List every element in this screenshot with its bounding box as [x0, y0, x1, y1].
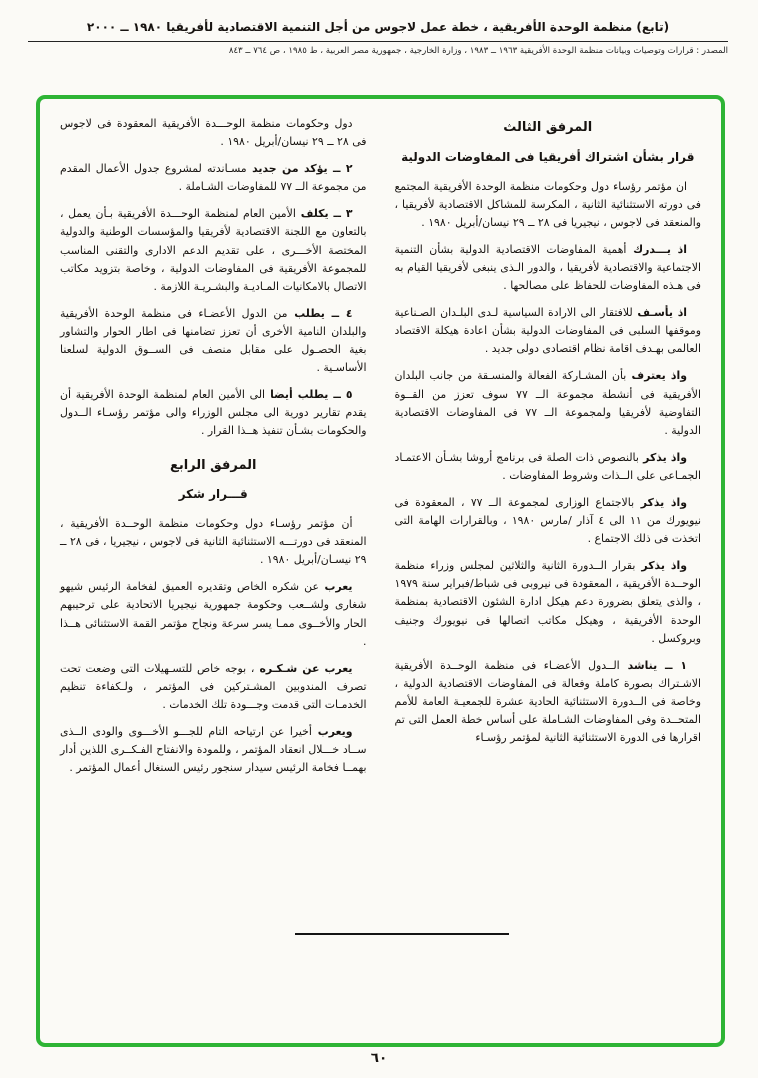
paragraph-text: عن شكره الخاص وتقديره العميق لفخامة الرئيس شيهو شغارى ولشــعب وحكومة جمهورية نيجيريا الاتحادية على ترحيبهم الحار والأخــوى ممـا يسر سرعة ونجاح مؤتمر القمة الاستثنائى هــذا . — [60, 580, 367, 648]
paragraph-text: ، بوجه خاص للتسـهيلات التى وضعت تحت تصرف المندوبين المشـتركين فى المؤتمر ، ولـكفاءة تنظيم الخدمـات التى قدمت وجـــودة تلك الخدمات . — [60, 661, 367, 711]
paragraph — [60, 515, 367, 569]
paragraph-lead: واذ يذكر — [641, 559, 688, 573]
paragraph — [60, 205, 367, 295]
paragraph-text: أن مؤتمر رؤسـاء دول وحكومات منظمة الوحــدة الأفريقية ، المنعقد فى دورتـــه الاستثنائية الثانية فى لاجوس ، نيجيريا ، فى ٢٨ ــ ٢٩ نيسـان/أبريل ١٩٨٠ . — [60, 517, 367, 567]
paragraph — [395, 557, 702, 647]
annex4-subheading: قـــرار شكر — [178, 487, 248, 502]
paragraph-lead: ويعرب — [317, 725, 353, 739]
paragraph — [60, 660, 367, 714]
paragraph-text: بقرار الــدورة الثانية والثلاثين لمجلس وزراء منظمة الوحــدة الأفريقية ، المعقودة فى نيروبى فى شباط/فبراير سنة ١٩٧٩ ، والذى يتعلق بضرورة دعم هيكل ادارة الشئون الاقتصادية بمنظمة الوحدة الأفريقية ، وهيكل مكاتب اتصالها فى نيويورك وجنيف وبروكسل . — [394, 559, 701, 645]
paragraph-text: للافتقار الى الارادة السياسية لـدى البلـدان الصـناعية وموقفها السلبى فى المفاوضات الدولية بشأن اعادة هيكلة الاقتصاد العالمى بهـدف اقامة نظام اقتصادى دولى جديد . — [394, 306, 701, 356]
paragraph — [395, 367, 702, 439]
paragraph-lead: ٣ ــ يكلف — [300, 207, 353, 221]
paragraph — [395, 304, 702, 358]
bottom-divider — [295, 933, 509, 935]
paragraph — [60, 386, 367, 440]
paragraph-text: أخيرا عن ارتياحه التام للجـــو الأخـــوى والودى الــذى ســاد خـــلال انعقاد المؤتمر ، وللمودة والانفتاح الفـكــرى اللذين أدار بهمــا فخامة الرئيس سيدار سنجور رئيس السنغال أعمال المؤتمر . — [60, 725, 367, 775]
paragraph — [395, 178, 702, 232]
paragraph-text: الى الأمين العام لمنظمة الوحدة الأفريقية أن يقدم تقارير دورية الى مجلس الوزراء والى مؤتمر رؤسـاء الــدول والحكومات بشـأن تنفيذ هــذا القرار . — [60, 388, 367, 438]
paragraph-lead: واذ يذكر — [640, 495, 687, 509]
paragraph-text: أهمية المفاوضات الاقتصادية الدولية بشأن التنمية الاجتماعية والاقتصادية لأفريقيا ، والدور الـذى ينبغى لأفريقيا القيام به فى هـذه المفاوضات للحفاظ على مصالحها . — [394, 242, 701, 293]
paragraph-lead: واذ يذكر — [643, 450, 687, 464]
paragraph-lead: يعرب — [324, 580, 353, 594]
two-column-layout — [60, 115, 701, 786]
paragraph — [60, 578, 367, 650]
document-header — [28, 20, 728, 56]
content-frame — [36, 95, 725, 1047]
source-line: المصدر : قرارات وتوصيات وبيانات منظمة الوحدة الأفريقية ١٩٦٣ ــ ١٩٨٣ ، وزارة الخارجية ، جمهورية مصر العربية ، ط ١٩٨٥ ، ص ٧٦٤ ــ ٨٤٣ — [228, 46, 728, 56]
paragraph-lead: ١ ــ يناشد — [627, 658, 688, 672]
paragraph-lead: اذ يـــدرك — [633, 242, 687, 256]
paragraph-lead: واذ يعترف — [631, 369, 687, 383]
paragraph-lead: ٤ ــ يطلب — [294, 306, 353, 320]
paragraph-text: الأمين العام لمنظمة الوحـــدة الأفريقية بـأن يعمل ، بالتعاون مع اللجنة الاقتصادية لأفريقيا والمؤسسات الوطنية والدولية المختصة الأخـــرى ، على تقديم الدعم الادارى والتقنى المناسب للمجموعة الأفريقية فى المفاوضات الدولية ، وخاصة بتزويد مكاتب الاتصال بالامكانيات المـاديـة والبشـريـة اللازمة . — [60, 207, 367, 293]
paragraph — [395, 494, 702, 548]
annex3-subheading: قرار بشأن اشتراك أفريقيا فى المفاوضات الدولية — [401, 149, 695, 164]
paragraph-text: ان مؤتمر رؤساء دول وحكومات منظمة الوحدة الأفريقية المجتمع فى دورته الاستثنائية الثانية ، المكرسة للمشاكل الاقتصادية لأفريقيا ، والمنعقد فى لاجوس ، نيجيريا فى ٢٨ ــ ٢٩ نيسان/أبريل ١٩٨٠ . — [394, 179, 701, 229]
paragraph-text: دول وحكومات منظمة الوحـــدة الأفريقية المعقودة فى لاجوس فى ٢٨ ــ ٢٩ نيسان/أبريل ١٩٨٠ . — [60, 117, 367, 149]
paragraph — [60, 115, 367, 151]
page-number: ٦٠ — [370, 1050, 388, 1066]
header-title: (تابع) منظمة الوحدة الأفريقية ، خطة عمل لاجوس من أجل التنمية الاقتصادية لأفريقيا ١٩٨٠ ــ ٢٠٠٠ — [86, 20, 670, 34]
paragraph — [395, 241, 702, 295]
paragraph-text: مسـاندته لمشروع جدول الأعمال المقدم من مجموعة الــ ٧٧ للمفاوضات الشـاملة . — [60, 162, 367, 194]
paragraph-text: بأن المشـاركة الفعالة والمنسـقة من جانب البلدان الأفريقية فى أنشطة مجموعة الــ ٧٧ سوف تعزز من القــوة التفاوضية لأفريقيا ولمجموعة الــ ٧٧ فى المفاوضات الاقتصادية الدولية . — [394, 369, 701, 437]
annex4-heading: المرفق الرابع — [169, 457, 257, 473]
paragraph-text: بالاجتماع الوزارى لمجموعة الــ ٧٧ ، المعقودة فى نيويورك من ١١ الى ٤ آذار /مارس ١٩٨٠ ، وبالقرارات الهامة التى اتخذت فى ذلك الاجتماع . — [394, 495, 702, 546]
paragraph — [60, 160, 367, 196]
column-annex3 — [395, 115, 702, 786]
paragraph — [60, 723, 367, 777]
paragraph — [395, 449, 702, 485]
paragraph — [395, 657, 702, 747]
header-rule — [28, 41, 728, 42]
paragraph-lead: ٥ ــ يطلب أيضا — [270, 388, 353, 402]
column-annex3-continued — [60, 115, 367, 786]
annex4-section — [60, 455, 367, 778]
paragraph-text: الــدول الأعضـاء فى منظمة الوحــدة الأفريقية الاشـتراك بصورة كاملة وفعالة فى المفاوضات الاقتصادية الدولية ، وخاصة فى الــدورة الاستثنائية الحادية عشرة للجمعيـة العامة للأمم المتحــدة وفى المفاوضات الشـاملة على أساس خطة العمل التى تم اقرارها فى الدورة الاستثنائية الثانية لمؤتمر رؤسـاء — [394, 658, 701, 745]
paragraph-lead: يعرب عن شـكـره — [259, 661, 353, 675]
annex3-heading: المرفق الثالث — [503, 120, 593, 135]
paragraph-text: من الدول الأعضـاء فى منظمة الوحدة الأفريقية والبلدان النامية الأخرى أن تعزز تضامنها فى اطار الحوار والتشاور بغية الحصـول على مقابل منصف فى الســوق الدولية لسلعنا الأساسـية . — [60, 306, 367, 375]
paragraph — [60, 305, 367, 377]
paragraph-lead: اذ يأسـف — [637, 306, 688, 320]
paragraph-text: بالنصوص ذات الصلة فى برنامج أروشا بشـأن الاعتمـاد الجمـاعى على الــذات وشروط المفاوضات . — [394, 450, 701, 482]
paragraph-lead: ٢ ــ يؤكد من جديد — [252, 162, 353, 176]
